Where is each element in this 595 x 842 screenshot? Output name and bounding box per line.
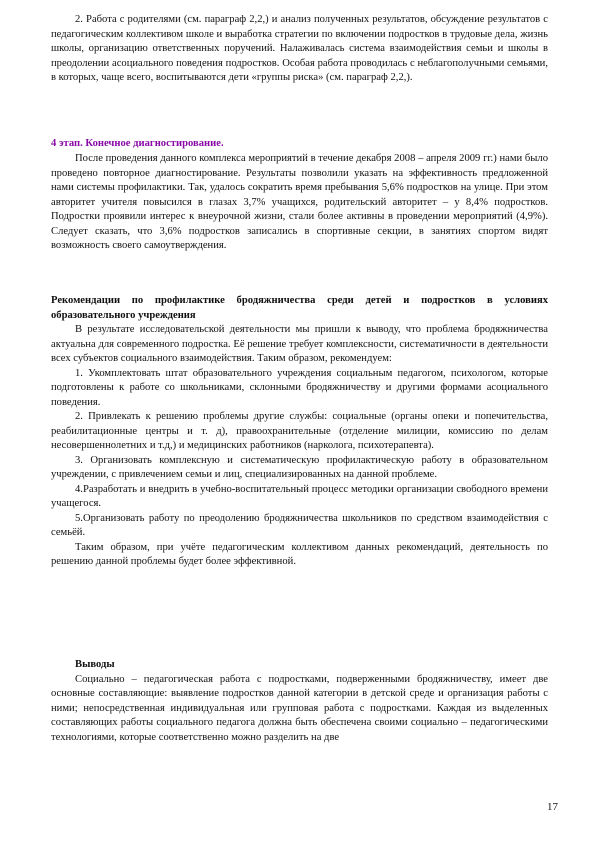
- recommendation-item-1: 1. Укомплектовать штат образовательного учреждения социальным педагогом, психологом, которые подготовлены к работе со школьниками, склонными бродяжничеству и другими формами асоциального поведения.: [51, 367, 548, 408]
- recommendation-item-2: 2. Привлекать к решению проблемы другие службы: социальные (органы опеки и попечительства, реабилитационные центры и т. д), правоохранительные (отделение милиции, комиссию по делам несовершеннолетних и т.д,) и медицинских работников (нарколога, психотерапевта).: [51, 411, 548, 451]
- stage-paragraph: После проведения данного комплекса мероприятий в течение декабря 2008 – апреля 2009 гг.) нами было проведено повторное диагностирование. Результаты позволили указать на эффективность предложенной нами системы профилактики. Так, удалось сократить время пребывания 5,6% подростков на улице. При этом авторитет учителя повысился в глазах 3,7% учащихся, родительский авторитет – у 8,4% подростков. Подростки проявили интерес к внеурочной жизни, стали более активны в проведении мероприятий (4,9%). Следует сказать, что 3,6% подростков записались в спортивные секции, в занятиях спортом видят возможность своего самоутверждения.: [51, 153, 548, 251]
- recommendations-intro: В результате исследовательской деятельности мы пришли к выводу, что проблема бродяжничества актуальна для современного подростка. Её решение требует комплексности, систематичности в деятельности всех субъектов социального взаимодействия. Таким образом, рекомендуем:: [51, 324, 548, 364]
- recommendation-item-5: 5.Организовать работу по преодолению бродяжничества школьников по средством взаимодействия с семьёй.: [51, 512, 548, 538]
- recommendations-section: [51, 294, 548, 570]
- recommendation-item-4: 4.Разработать и внедрить в учебно-воспитательный процесс методики организации свободного времени учащегося.: [51, 483, 548, 509]
- recommendations-heading: Рекомендации по профилактике бродяжничества среди детей и подростков в условиях образовательного учреждения: [51, 295, 548, 321]
- recommendation-item-3: 3. Организовать комплексную и систематическую профилактическую работу в образовательном учреждении, с привлечением семьи и лиц, специализированных на данной проблеме.: [51, 454, 548, 480]
- stage-section: [51, 152, 548, 254]
- conclusions-paragraph: Социально – педагогическая работа с подростками, подверженными бродяжничеству, имеет две основные составляющие: выявление подростков данной категории в детской среде и организация работы с ними; непосредственная индивидуальная или групповая работа с подростками. Каждая из выделенных составляющих работы социального педагога должна быть обеспечена своими социально – педагогическими технологиями, которые соответственно можно разделить на две: [51, 673, 548, 743]
- intro-section: [51, 13, 548, 86]
- stage-heading: 4 этап. Конечное диагностирование.: [51, 138, 224, 149]
- conclusions-section: [51, 658, 548, 745]
- page-number: 17: [547, 801, 558, 813]
- intro-paragraph: 2. Работа с родителями (см. параграф 2,2,) и анализ полученных результатов, обсуждение результатов с педагогическим коллективом школе и выработка стратегии по включении подростков в трудовые дела, жизнь школы, организацию ответственных поручений. Налаживалась система взаимодействия семьи и школы в преодолении асоциального поведения подростков. Особая работа проводилась с неблагополучными семьями, в которых, чаще всего, воспитываются дети «группы риска» (см. параграф 2,2,).: [51, 14, 548, 83]
- recommendations-summary: Таким образом, при учёте педагогическим коллективом данных рекомендаций, деятельность по решению данной проблемы будет более эффективной.: [51, 541, 548, 567]
- conclusions-heading: Выводы: [75, 659, 115, 670]
